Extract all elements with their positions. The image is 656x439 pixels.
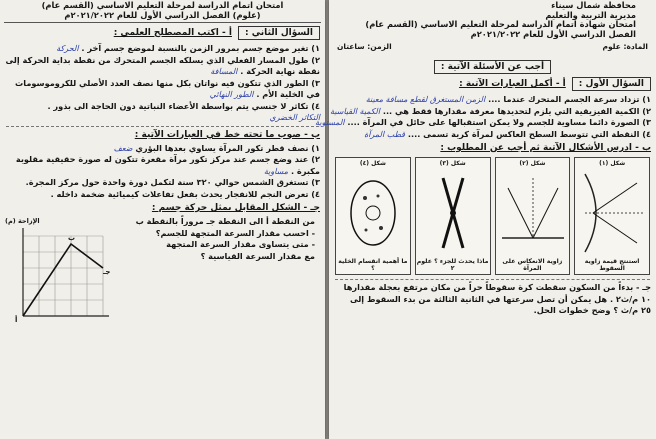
cell-icon: [338, 168, 408, 254]
header-line: (علوم) الفصل الدراسي الأول للعام ٢٠٢١/٢٠٢٢م: [64, 9, 261, 20]
diagram-row: [335, 157, 650, 275]
reflection-angle-icon: [498, 168, 568, 254]
list-item: مكبرة . مساوية: [263, 165, 320, 176]
list-item: ١٠ م/ث٢ . هل يمكن أن تصل سرعتها في الثانية الثالثة من بدء السقوط إلى: [349, 293, 651, 304]
displacement-graph-svg: [5, 216, 117, 328]
list-item: نقطة نهاية الحركة . المسافة: [210, 66, 320, 76]
diagram-caption: ماذا يحدث للجزء ؟ علوم ٢: [416, 258, 489, 272]
diagram-figure: [495, 157, 571, 275]
diagram-label: شكل (٢): [519, 160, 546, 167]
list-item: في الخلية الأم . الطور النهائي: [209, 89, 320, 99]
diagram-caption: ما أهمية انقسام الخلية ؟: [338, 258, 408, 272]
diagram-figure: [335, 157, 411, 275]
question-two-title: [5, 26, 320, 40]
list-item: من النقطة أ الى النقطة جـ مروراً بالنقطة ب: [135, 216, 315, 226]
diagram-figure: [574, 157, 650, 275]
question-two-part-c: جـ - الشكل المقابل يمثل حركة جسم :: [151, 203, 320, 213]
list-item: ١) تزداد سرعة الجسم المتحرك عندما .... الزمن المستغرق لقطع مسافة معينة: [365, 94, 651, 104]
list-item: ٣) تستغرق الشمس حوالي ٣٢٠ سنة لتكمل دورة واحدة حول مركز المجرة.: [25, 177, 320, 187]
list-item: مع مقدار السرعة القياسية ؟: [200, 250, 315, 261]
exam-meta: [337, 42, 648, 51]
question-one-part-b: ب - ادرس الأشكال الآتية ثم أجب عن المطلوب :: [440, 143, 651, 153]
divider: [4, 22, 321, 23]
header-line: الفصل الدراسي الأول للعام ٢٠٢١/٢٠٢٢م: [470, 28, 636, 39]
list-item: ٢) عند وضع جسم عند مركز تكور مرآة مقعرة تتكون له صورة حقيقية مقلوبة: [15, 154, 320, 164]
handwritten-answer: مساوية: [263, 166, 289, 176]
handwritten-answer: التكاثر الخضري: [269, 113, 320, 122]
header-line: مديرية التربية والتعليم: [545, 9, 636, 20]
handwritten-answer: المسافة: [210, 67, 238, 76]
handwritten-answer: الطور النهائي: [209, 90, 254, 99]
diagram-label: شكل (١): [599, 160, 626, 167]
page-one-header: [333, 1, 636, 39]
time-label: الزمن: ساعتان: [337, 42, 392, 51]
header-line: محافظة شمال سيناء: [551, 0, 636, 10]
list-item: ٢) الكمية الفيزيقية التي يلزم لتحديدها معرفة مقدارها فقط هي ... الكمية القياسية: [330, 105, 651, 116]
list-item: ٣) الطور الذي تتكون فيه نواتان بكل منها نصف العدد الأصلي للكروموسومات: [15, 77, 320, 88]
chromosome-icon: [418, 168, 488, 254]
graph-point-label: ب: [68, 234, 76, 242]
question-label: السؤال الأول :: [572, 77, 651, 91]
list-item: ٣) الصورة دائما مساوية للجسم ولا يمكن استقبالها على حائل في المرآة .... المستوية: [315, 117, 651, 127]
handwritten-answer: الكمية القياسية: [330, 106, 380, 116]
diagram-label: شكل (٤): [359, 160, 386, 167]
graph-y-label: الإزاحة (م): [5, 217, 40, 225]
exam-page-two: [0, 0, 325, 439]
handwritten-answer: قطب المرآة: [364, 129, 405, 139]
list-item: ١) تغير موضع جسم بمرور الزمن بالنسبة لموضع جسم آخر . الحركة: [56, 43, 320, 53]
page-two-header: [4, 1, 321, 20]
question-part: أ - أكمل العبارات الآتية :: [459, 79, 566, 89]
list-item: ٤) تعرض النجم للانفجار يحدث بفعل تفاعلات كيميائية ضخمة داخله .: [50, 188, 320, 199]
handwritten-answer: الزمن المستغرق لقطع مسافة معينة: [365, 95, 486, 104]
list-item: - احسب مقدار السرعة المتجهة للجسم؟: [155, 227, 315, 238]
divider: [335, 279, 650, 280]
graph-point-label: أ: [15, 316, 18, 324]
diagram-caption: استنتج قيمة زاوية السقوط: [584, 258, 640, 272]
diagram-caption: زاوية الانعكاس على المرآة: [502, 258, 563, 272]
list-item: ٤) تكاثر لا جنسي يتم بواسطة الأعضاء النباتية دون الحاجة الى بذور .: [47, 100, 320, 111]
handwritten-answer: ضعف: [113, 143, 133, 153]
divider: [6, 126, 319, 127]
list-item: - متى يتساوى مقدار السرعة المتجهة: [166, 239, 315, 249]
handwritten-answer: المستوية: [315, 118, 345, 127]
header-line: امتحان اتمام الدراسة لمرحلة التعليم الاساسي (القسم عام): [41, 0, 284, 10]
handwritten-answer: الحركة: [56, 44, 79, 53]
mirror-ray-icon: [577, 168, 647, 254]
list-item: [5, 112, 320, 124]
exam-page-one: [315, 0, 656, 439]
question-part: أ - اكتب المصطلح العلمي :: [113, 28, 232, 38]
graph-point-label: جـ: [103, 268, 111, 276]
question-two-part-b: ب - صوب ما تحته خط في العبارات الآتية :: [134, 129, 320, 140]
diagram-label: شكل (٣): [439, 160, 466, 167]
list-item: ٢٥ م/ث ؟ وضح خطوات الحل.: [533, 305, 651, 315]
header-line: امتحان شهادة اتمام الدراسة لمرحلة التعليم الاساسي (القسم عام): [365, 19, 636, 29]
displacement-graph: [5, 216, 117, 328]
list-item: جـ - بدءاً من السكون سقطت كرة سقوطاً حراً من مكان مرتفع بعجلة مقدارها: [343, 282, 651, 292]
answer-banner: أجب عن الأسئلة الآتية :: [434, 60, 551, 74]
list-item: ٤) النقطة التي تتوسط السطح العاكس لمرآة كرية تسمى .... قطب المرآة: [364, 128, 651, 139]
question-one-title: [334, 77, 651, 91]
diagram-figure: [415, 157, 491, 275]
question-label: السؤال الثاني :: [238, 26, 320, 40]
list-item: ١) نصف قطر تكور المرآة يساوي بعدها البؤري ضعف: [113, 142, 320, 153]
subject-label: المادة: علوم: [602, 42, 648, 51]
list-item: ٢) طول المسار الفعلي الذي يسلكه الجسم المتحرك من نقطة بداية الحركة إلى: [5, 54, 320, 65]
